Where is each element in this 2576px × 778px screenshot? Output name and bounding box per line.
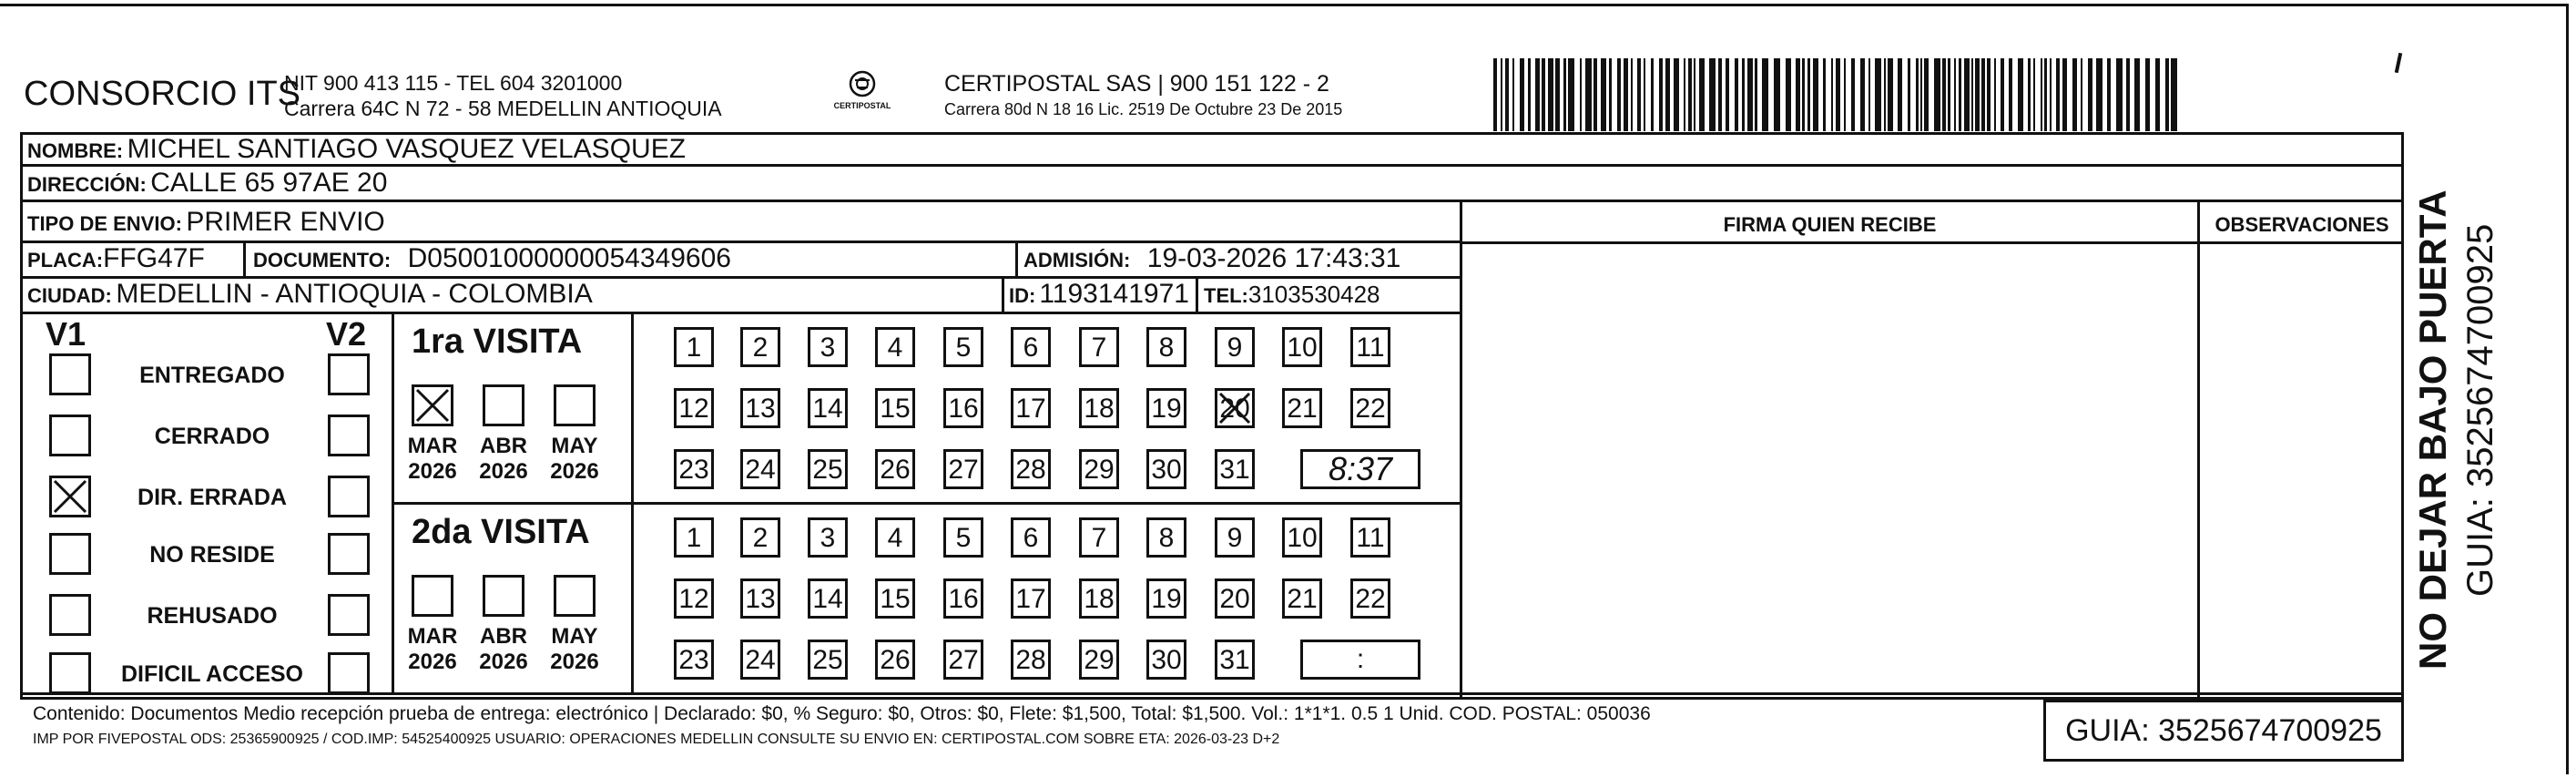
v1-checkbox[interactable]: [49, 652, 91, 694]
day-box[interactable]: 13: [740, 388, 780, 428]
recipient-address: CALLE 65 97AE 20: [150, 168, 388, 198]
day-box[interactable]: 15: [875, 388, 915, 428]
status-label: NO RESIDE: [149, 542, 275, 568]
certipostal-logo-text: CERTIPOSTAL: [833, 101, 891, 110]
day-box[interactable]: 13: [740, 578, 780, 619]
carrier-license: Carrera 80d N 18 16 Lic. 2519 De Octubre 23 De 2015: [944, 100, 1343, 118]
recipient-name-row: [27, 132, 686, 164]
city-cell: [27, 277, 593, 316]
day-box[interactable]: 8: [1146, 327, 1186, 367]
recipient-name: MICHEL SANTIAGO VASQUEZ VELASQUEZ: [127, 134, 687, 164]
day-box[interactable]: 25: [808, 449, 848, 489]
month-year: 2026: [408, 650, 457, 674]
month-checkbox[interactable]: [412, 575, 453, 617]
recipient-address-row: [27, 165, 387, 200]
month-label: [396, 434, 469, 485]
no-dejar-bajo-puerta: NO DEJAR BAJO PUERTA: [2411, 189, 2454, 670]
status-label: CERRADO: [154, 424, 270, 449]
month-checkbox[interactable]: [483, 575, 524, 617]
day-box[interactable]: 17: [1011, 578, 1051, 619]
month-name: ABR: [480, 624, 527, 649]
carrier-name: CERTIPOSTAL SAS | 900 151 122 - 2: [944, 71, 1329, 97]
day-box[interactable]: 5: [943, 327, 983, 367]
day-box[interactable]: 28: [1011, 640, 1051, 680]
month-year: 2026: [408, 459, 457, 484]
day-box[interactable]: 12: [674, 388, 714, 428]
certipostal-logo-icon: [830, 67, 894, 122]
day-box[interactable]: 25: [808, 640, 848, 680]
visit-title: 2da VISITA: [412, 513, 590, 551]
send-type-label: TIPO DE ENVIO:: [27, 212, 182, 235]
id-tel-line: [1196, 276, 1198, 312]
day-box[interactable]: 9: [1215, 517, 1255, 558]
tel-cell: [1204, 277, 1380, 316]
admission: 19-03-2026 17:43:31: [1146, 243, 1401, 273]
status-label: DIR. ERRADA: [137, 485, 287, 510]
month-label: [467, 624, 540, 675]
day-box[interactable]: 19: [1146, 578, 1186, 619]
v2-checkbox[interactable]: [328, 652, 370, 694]
month-name: MAR: [407, 624, 458, 649]
company-address: Carrera 64C N 72 - 58 MEDELLIN ANTIOQUIA: [284, 97, 722, 120]
address-label: DIRECCIÓN:: [27, 173, 147, 196]
month-year: 2026: [550, 650, 599, 674]
day-box[interactable]: 28: [1011, 449, 1051, 489]
tel-label: TEL:: [1204, 284, 1248, 307]
status-label: ENTREGADO: [139, 363, 285, 388]
imp-line: IMP POR FIVEPOSTAL ODS: 25365900925 / COD.IMP: 54525400925 USUARIO: OPERACIONES MEDELLIN CONSULTE SU ENVIO EN: CERTIPOSTAL.COM SOBRE ETA: 2026-03-23 D+2: [33, 732, 1280, 747]
plate-doc-line: [243, 241, 246, 276]
day-box[interactable]: 7: [1079, 327, 1119, 367]
visit-title: 1ra VISITA: [412, 322, 583, 361]
day-box[interactable]: 1: [674, 517, 714, 558]
v1-checkbox[interactable]: [49, 353, 91, 395]
day-box[interactable]: 16: [943, 388, 983, 428]
x-mark-icon: [52, 478, 88, 515]
v2-heading: V2: [326, 315, 367, 353]
day-box[interactable]: 30: [1146, 449, 1186, 489]
day-box[interactable]: 24: [740, 449, 780, 489]
day-box[interactable]: 29: [1079, 640, 1119, 680]
day-box[interactable]: 23: [674, 449, 714, 489]
day-box[interactable]: 21: [1282, 578, 1322, 619]
time-box[interactable]: 8:37: [1300, 449, 1420, 489]
day-box[interactable]: 26: [875, 449, 915, 489]
day-box[interactable]: 27: [943, 640, 983, 680]
x-mark-icon: [414, 387, 451, 424]
day-box[interactable]: 16: [943, 578, 983, 619]
visit-separator: [392, 502, 1461, 505]
day-box[interactable]: 4: [875, 517, 915, 558]
footer-guia: GUIA: 3525674700925: [2065, 713, 2382, 748]
month-year: 2026: [479, 650, 528, 674]
document-cell: [253, 241, 731, 281]
tel: 3103530428: [1247, 281, 1380, 308]
month-year: 2026: [479, 459, 528, 484]
month-label: [396, 624, 469, 675]
plate: FFG47F: [103, 243, 205, 273]
month-name: MAR: [407, 434, 458, 458]
day-box[interactable]: 21: [1282, 388, 1322, 428]
day-box[interactable]: 20: [1215, 388, 1255, 428]
day-box[interactable]: 17: [1011, 388, 1051, 428]
v1-heading: V1: [46, 315, 87, 353]
day-box[interactable]: 24: [740, 640, 780, 680]
day-box[interactable]: 19: [1146, 388, 1186, 428]
company-nit: NIT 900 413 115 - TEL 604 3201000: [284, 71, 623, 95]
x-mark-icon: [1217, 391, 1252, 425]
day-box[interactable]: 15: [875, 578, 915, 619]
city: MEDELLIN - ANTIOQUIA - COLOMBIA: [116, 279, 593, 309]
row-line-3b: [1461, 241, 2404, 244]
day-box[interactable]: 11: [1350, 517, 1390, 558]
barcode-icon: [1493, 58, 2178, 131]
day-x-mark: [1217, 391, 1252, 425]
document: D05001000000054349606: [407, 243, 731, 273]
month-name: ABR: [480, 434, 527, 458]
corner-mark: [2395, 53, 2402, 73]
signature-col-line: [1460, 200, 1462, 700]
plate-cell: [27, 241, 205, 281]
day-box[interactable]: 18: [1079, 578, 1119, 619]
v1-checkbox[interactable]: [49, 415, 91, 456]
admission-cell: [1023, 241, 1400, 281]
day-box[interactable]: 31: [1215, 640, 1255, 680]
day-box[interactable]: 9: [1215, 327, 1255, 367]
doc-admission-line: [1015, 241, 1018, 276]
v1-checkbox[interactable]: [49, 594, 91, 636]
name-label: NOMBRE:: [27, 139, 124, 162]
day-box[interactable]: 6: [1011, 327, 1051, 367]
month-label: [538, 434, 611, 485]
month-name: MAY: [551, 624, 598, 649]
right-frame-line: [2566, 4, 2569, 774]
day-box[interactable]: 3: [808, 517, 848, 558]
day-box[interactable]: 18: [1079, 388, 1119, 428]
day-box[interactable]: 14: [808, 578, 848, 619]
month-checkbox[interactable]: [554, 575, 596, 617]
day-box[interactable]: 30: [1146, 640, 1186, 680]
v1-checkbox[interactable]: [49, 533, 91, 575]
day-box[interactable]: 2: [740, 327, 780, 367]
month-label: [538, 624, 611, 675]
day-box[interactable]: 27: [943, 449, 983, 489]
status-label: REHUSADO: [147, 603, 278, 629]
day-box[interactable]: 14: [808, 388, 848, 428]
v2-checkbox[interactable]: [328, 415, 370, 456]
time-box[interactable]: :: [1300, 640, 1420, 680]
day-box[interactable]: 22: [1350, 578, 1390, 619]
day-box[interactable]: 7: [1079, 517, 1119, 558]
day-box[interactable]: 10: [1282, 327, 1322, 367]
document-label: DOCUMENTO:: [253, 249, 392, 271]
month-label: [467, 434, 540, 485]
day-box[interactable]: 31: [1215, 449, 1255, 489]
certipostal-logo: [830, 67, 894, 122]
day-box[interactable]: 22: [1350, 388, 1390, 428]
footer-line: [20, 692, 2404, 695]
day-box[interactable]: 1: [674, 327, 714, 367]
city-label: CIUDAD:: [27, 284, 112, 307]
day-box[interactable]: 10: [1282, 517, 1322, 558]
v1-checkbox[interactable]: [49, 476, 91, 517]
v2-checkbox[interactable]: [328, 594, 370, 636]
month-checkbox[interactable]: [412, 384, 453, 426]
day-box[interactable]: 26: [875, 640, 915, 680]
side-guia: GUIA: 3525674700925: [2460, 223, 2500, 597]
send-type-row: [27, 202, 385, 241]
status-label: DIFICIL ACCESO: [120, 661, 303, 687]
city-id-line: [1002, 276, 1004, 312]
month-checkbox[interactable]: [483, 384, 524, 426]
admission-label: ADMISIÓN:: [1023, 249, 1131, 271]
v2-checkbox[interactable]: [328, 533, 370, 575]
id: 1193141971: [1039, 279, 1189, 309]
month-checkbox[interactable]: [554, 384, 596, 426]
company-name: CONSORCIO ITS: [24, 75, 301, 113]
shipment-barcode: [1493, 58, 2178, 131]
id-cell: [1009, 277, 1189, 316]
v2-checkbox[interactable]: [328, 476, 370, 517]
day-box[interactable]: 29: [1079, 449, 1119, 489]
plate-label: PLACA:: [27, 249, 104, 271]
day-box[interactable]: 20: [1215, 578, 1255, 619]
id-label: ID:: [1009, 284, 1036, 307]
day-box[interactable]: 5: [943, 517, 983, 558]
top-frame-line: [0, 4, 2568, 6]
content-line: Contenido: Documentos Medio recepción prueba de entrega: electrónico | Declarado: $0, % Seguro: $0, Otros: $0, Flete: $1,500, Total: $1,500. Vol.: 1*1*1. 0.5 1 Unid. COD. POSTAL: 050036: [33, 703, 1651, 724]
observations-col-line: [2197, 200, 2200, 700]
day-box[interactable]: 4: [875, 327, 915, 367]
day-box[interactable]: 8: [1146, 517, 1186, 558]
day-box[interactable]: 11: [1350, 327, 1390, 367]
day-box[interactable]: 12: [674, 578, 714, 619]
day-box[interactable]: 23: [674, 640, 714, 680]
day-box[interactable]: 2: [740, 517, 780, 558]
day-box[interactable]: 3: [808, 327, 848, 367]
v2-checkbox[interactable]: [328, 353, 370, 395]
month-year: 2026: [550, 459, 599, 484]
send-type: PRIMER ENVIO: [186, 207, 385, 237]
day-box[interactable]: 6: [1011, 517, 1051, 558]
observations-header: OBSERVACIONES: [2215, 213, 2389, 236]
signature-header: FIRMA QUIEN RECIBE: [1723, 213, 1937, 236]
month-name: MAY: [551, 434, 598, 458]
